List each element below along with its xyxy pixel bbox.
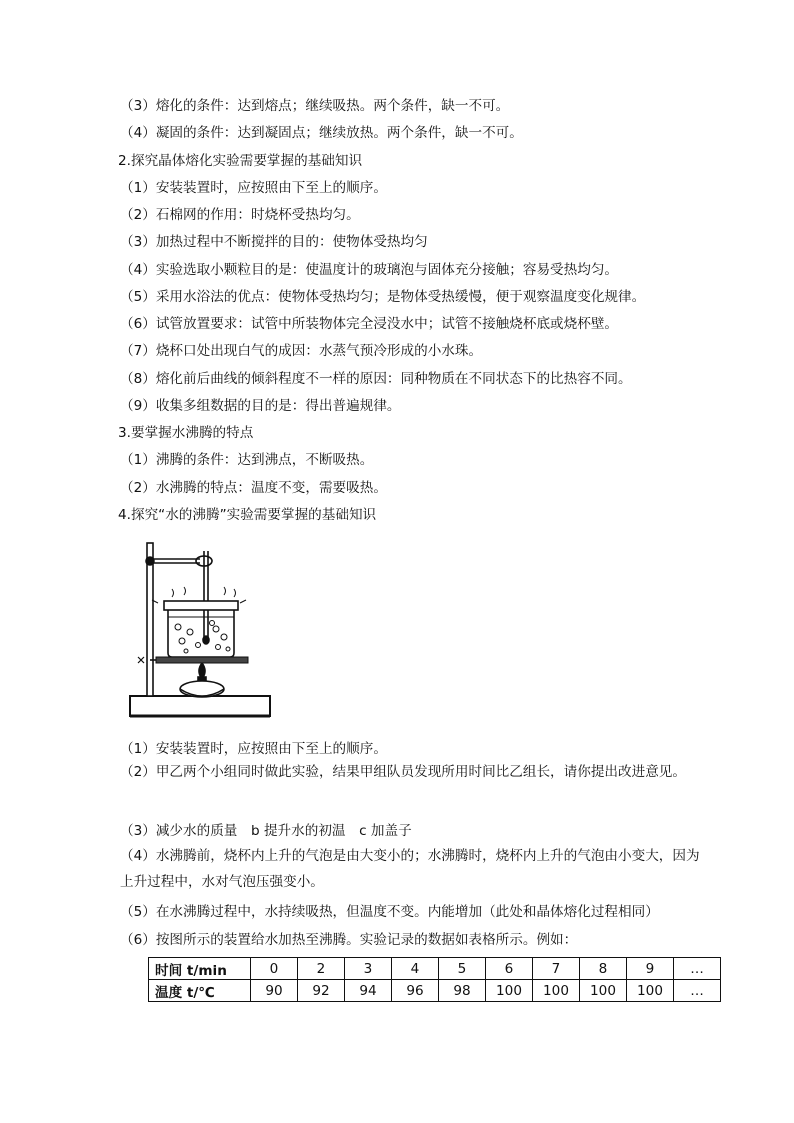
temp-cell: 100 (580, 980, 627, 1002)
boiling-apparatus-figure (128, 537, 272, 719)
table-row-temp (149, 980, 721, 1002)
time-cell: 5 (439, 958, 486, 980)
crystal-item-9: （9）收集多组数据的目的是：得出普遍规律。 (120, 398, 401, 414)
crystal-item-8: （8）熔化前后曲线的倾斜程度不一样的原因：同种物质在不同状态下的比热容不同。 (120, 371, 632, 387)
time-cell: … (674, 958, 721, 980)
experiment-item-3: （3）减少水的质量 b 提升水的初温 c 加盖子 (120, 823, 412, 839)
boiling-item-1: （1）沸腾的条件：达到沸点，不断吸热。 (120, 452, 374, 468)
crystal-item-6: （6）试管放置要求：试管中所装物体完全浸没水中；试管不接触烧杯底或烧杯壁。 (120, 316, 619, 332)
temp-cell: 98 (439, 980, 486, 1002)
crystal-heading: 2.探究晶体熔化实验需要掌握的基础知识 (118, 153, 363, 169)
table-row-time (149, 958, 721, 980)
experiment-heading: 4.探究“水的沸腾”实验需要掌握的基础知识 (118, 507, 377, 523)
experiment-item-4: （4）水沸腾前，烧杯内上升的气泡是由大变小的；水沸腾时，烧杯内上升的气泡由小变大，因为上升过程中，水对气泡压强变小。 (120, 848, 700, 890)
temp-cell: 96 (392, 980, 439, 1002)
temp-cell: … (674, 980, 721, 1002)
time-cell: 9 (627, 958, 674, 980)
temp-cell: 94 (345, 980, 392, 1002)
boiling-data-table (148, 957, 721, 1002)
crystal-item-3: （3）加热过程中不断搅拌的目的：使物体受热均匀 (120, 234, 428, 250)
crystal-item-7: （7）烧杯口处出现白气的成因：水蒸气预冷形成的小水珠。 (120, 343, 483, 359)
temp-cell: 90 (251, 980, 298, 1002)
time-cell: 8 (580, 958, 627, 980)
time-cell: 2 (298, 958, 345, 980)
time-cell: 4 (392, 958, 439, 980)
time-cell: 3 (345, 958, 392, 980)
solidify-condition: （4）凝固的条件：达到凝固点；继续放热。两个条件，缺一不可。 (120, 125, 523, 141)
time-header: 时间 t/min (149, 958, 251, 980)
melting-condition: （3）熔化的条件：达到熔点；继续吸热。两个条件，缺一不可。 (120, 98, 510, 114)
temp-cell: 92 (298, 980, 345, 1002)
experiment-item-1: （1）安装装置时，应按照由下至上的顺序。 (120, 741, 387, 757)
experiment-item-6: （6）按图所示的装置给水加热至沸腾。实验记录的数据如表格所示。例如： (120, 932, 578, 948)
time-cell: 0 (251, 958, 298, 980)
experiment-item-5: （5）在水沸腾过程中，水持续吸热，但温度不变。内能增加（此处和晶体熔化过程相同） (120, 904, 659, 920)
crystal-item-1: （1）安装装置时，应按照由下至上的顺序。 (120, 180, 387, 196)
boiling-item-2: （2）水沸腾的特点：温度不变，需要吸热。 (120, 480, 387, 496)
crystal-item-4: （4）实验选取小颗粒目的是：使温度计的玻璃泡与固体充分接触；容易受热均匀。 (120, 262, 619, 278)
time-cell: 7 (533, 958, 580, 980)
boiling-heading: 3.要掌握水沸腾的特点 (118, 425, 254, 441)
temp-cell: 100 (533, 980, 580, 1002)
experiment-item-2: （2）甲乙两个小组同时做此实验，结果甲组队员发现所用时间比乙组长，请你提出改进意见。 (120, 764, 686, 780)
temp-cell: 100 (486, 980, 533, 1002)
time-cell: 6 (486, 958, 533, 980)
temp-header: 温度 t/℃ (149, 980, 251, 1002)
crystal-item-5: （5）采用水浴法的优点：使物体受热均匀；是物体受热缓慢，便于观察温度变化规律。 (120, 289, 646, 305)
crystal-item-2: （2）石棉网的作用：时烧杯受热均匀。 (120, 207, 360, 223)
temp-cell: 100 (627, 980, 674, 1002)
